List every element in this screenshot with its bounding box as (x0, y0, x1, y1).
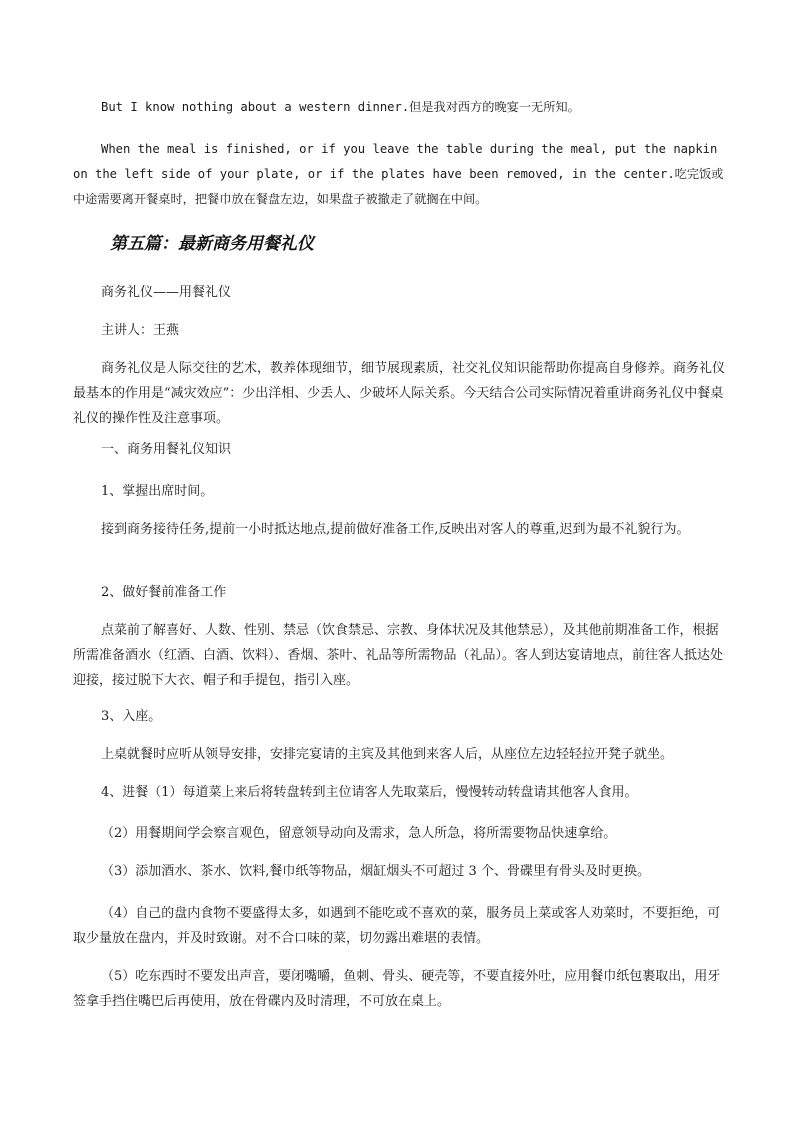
paragraph-napkin: When the meal is finished, or if you leave the table during the meal, put the napkin on the left side of your plate, or if the plates have been removed, in the center.吃完饭或中途需要离开餐桌时，把餐巾放在餐盘左边，如果盘子被撤走了就搁在中间。 (73, 142, 724, 206)
paragraph-intro: 商务礼仪是人际交往的艺术，教养体现细节，细节展现素质，社交礼仪知识能帮助你提高自身修养。商务礼仪最基本的作用是“减灾效应”：少出洋相、少丢人、少破坏人际关系。今天结合公司实际情况着重讲商务礼仪中餐桌礼仪的操作性及注意事项。 (73, 361, 726, 426)
paragraph-preparation: 点菜前了解喜好、人数、性别、禁忌（饮食禁忌、宗教、身体状况及其他禁忌），及其他前期准备工作，根据所需准备酒水（红酒、白酒、饮料）、香烟、茶叶、礼品等所需物品（礼品）。客人到达宴请地点，前往客人抵达处迎接，接过脱下大衣、帽子和手提包，指引入座。 (73, 623, 724, 688)
paragraph-speaker: 主讲人：王燕 (101, 323, 180, 338)
paragraph-item-3: 3、入座。 (101, 709, 162, 724)
paragraph-western-dinner: But I know nothing about a western dinner.但是我对西方的晚宴一无所知。 (101, 100, 580, 114)
paragraph-item-4-3: （3）添加酒水、茶水、饮料,餐巾纸等物品，烟缸烟头不可超过 3 个、骨碟里有骨头及时更换。 (101, 864, 650, 879)
paragraph-item-4-2: （2）用餐期间学会察言观色，留意领导动向及需求，急人所急，将所需要物品快速拿给。 (101, 826, 617, 841)
paragraph-item-2: 2、做好餐前准备工作 (101, 585, 227, 600)
paragraph-seating: 上桌就餐时应听从领导安排，安排完宴请的主宾及其他到来客人后，从座位左边轻轻拉开凳子就坐。 (101, 747, 674, 762)
paragraph-section-one: 一、商务用餐礼仪知识 (101, 442, 232, 457)
paragraph-item-4: 4、进餐（1）每道菜上来后将转盘转到主位请客人先取菜后，慢慢转动转盘请其他客人食用。 (101, 785, 638, 800)
paragraph-subtitle: 商务礼仪——用餐礼仪 (101, 285, 232, 300)
section-heading: 第五篇：最新商务用餐礼仪 (110, 234, 314, 254)
paragraph-item-4-4: （4）自己的盘内食物不要盛得太多，如遇到不能吃或不喜欢的菜，服务员上菜或客人劝菜时，不要拒绝，可取少量放在盘内，并及时致谢。对不合口味的菜，切勿露出难堪的表情。 (73, 906, 721, 946)
paragraph-item-1: 1、掌握出席时间。 (101, 484, 214, 499)
paragraph-item-4-5: （5）吃东西时不要发出声音，要闭嘴嚼，鱼刺、骨头、硬壳等，不要直接外吐，应用餐巾纸包裹取出，用牙签拿手挡住嘴巴后再使用，放在骨碟内及时清理，不可放在桌上。 (73, 969, 721, 1009)
paragraph-arrival: 接到商务接待任务,提前一小时抵达地点,提前做好准备工作,反映出对客人的尊重,迟到为最不礼貌行为。 (101, 522, 690, 537)
